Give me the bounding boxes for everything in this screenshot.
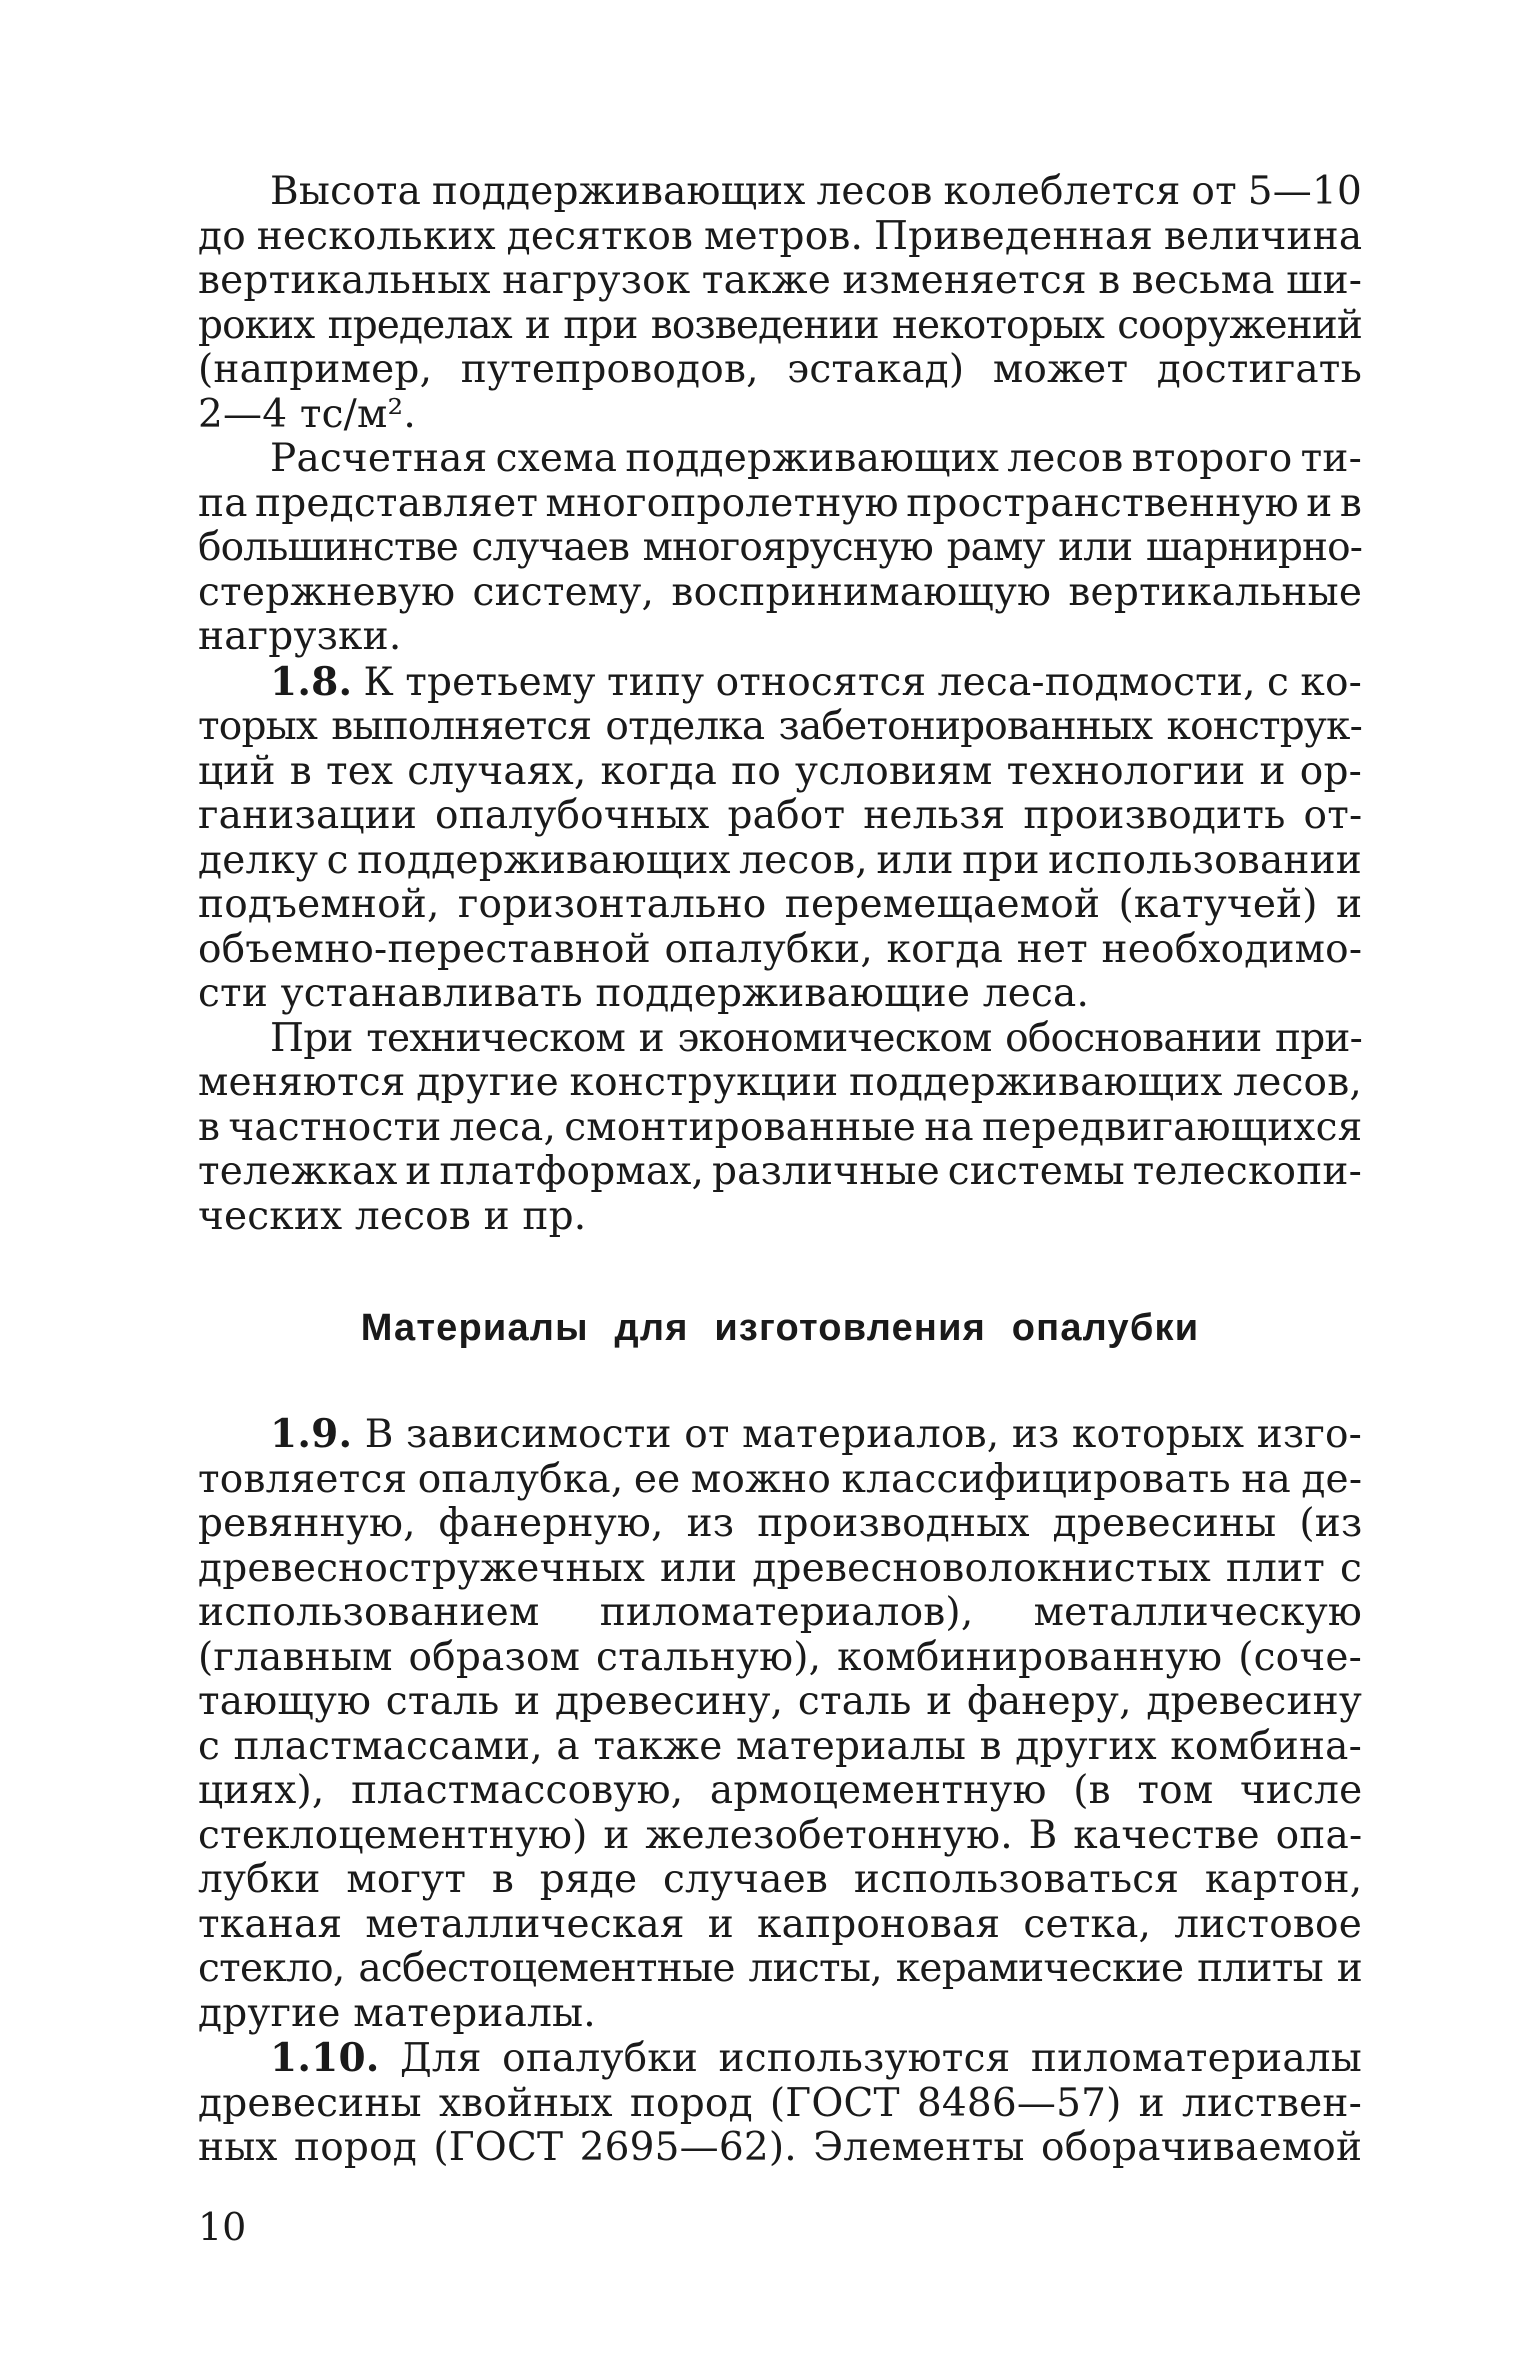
text-line-rest: К третьему типу относятся леса-подмости, с ко- (352, 659, 1363, 705)
text-line: подъемной, горизонтально перемещаемой (катучей) и (198, 882, 1363, 927)
page-body (198, 170, 1362, 2171)
text-line: другие материалы. (198, 1990, 596, 2036)
paragraph-1-10 (198, 2036, 1362, 2171)
text-line-rest: В зависимости от материалов, из которых изго- (352, 1412, 1363, 1457)
text-line: роких пределах и при возведении некоторых сооружений (198, 302, 1362, 348)
text-line: тающую сталь и древесину, сталь и фанеру, древесину (198, 1679, 1362, 1724)
text-line: меняются другие конструкции поддерживающих лесов, (198, 1060, 1362, 1105)
text-line: объемно-переставной опалубки, когда нет необходимо- (198, 926, 1363, 972)
text-line: лубки могут в ряде случаев использоваться картон, (198, 1857, 1363, 1902)
paragraph-scaffold-height (198, 170, 1362, 437)
text-line: стержневую систему, воспринимающую вертикальные (198, 569, 1363, 615)
text-line: товляется опалубка, ее можно классифицировать на де- (198, 1456, 1363, 1502)
text-line: стекло, асбестоцементные листы, керамические плиты и (198, 1946, 1362, 1991)
section-heading: Материалы для изготовления опалубки (360, 1307, 1200, 1349)
text-line: циях), пластмассовую, армоцементную (в том числе (198, 1768, 1363, 1813)
text-line: При техническом и экономическом обосновании при- (270, 1015, 1362, 1061)
text-line: древесины хвойных пород (ГОСТ 8486—57) и листвен- (198, 2080, 1362, 2126)
paragraph-1-8 (198, 660, 1362, 1017)
text-line: ций в тех случаях, когда по условиям технологии и ор- (198, 748, 1362, 794)
text-line: ческих лесов и пр. (198, 1193, 587, 1239)
section-number: 1.8. (270, 658, 353, 705)
text-line: ных пород (ГОСТ 2695—62). Элементы оборачиваемой (198, 2125, 1363, 2170)
text-line: Расчетная схема поддерживающих лесов второго ти- (270, 436, 1362, 481)
text-line: (например, путепроводов, эстакад) может достигать (198, 347, 1363, 392)
text-line: до нескольких десятков метров. Приведенная величина (198, 213, 1363, 259)
text-line: торых выполняется отделка забетонированных конструк- (198, 704, 1362, 749)
text-line: древесностружечных или древесноволокнистых плит с (198, 1545, 1362, 1591)
text-line: па представляет многопролетную пространственную и в (198, 480, 1362, 526)
text-line: 2—4 тс/м². (198, 391, 416, 437)
text-line: стеклоцементную) и железобетонную. В качестве опа- (198, 1812, 1363, 1858)
text-line: ганизации опалубочных работ нельзя производить от- (198, 793, 1363, 838)
text-line: сти устанавливать поддерживающие леса. (198, 971, 1090, 1016)
text-line: тележках и платформах, различные системы телескопи- (198, 1149, 1362, 1194)
text-line: (главным образом стальную), комбинированную (соче- (198, 1634, 1362, 1680)
text-line: тканая металлическая и капроновая сетка, листовое (198, 1901, 1362, 1947)
text-line: ревянную, фанерную, из производных древесины (из (198, 1501, 1363, 1546)
text-line (198, 660, 1362, 706)
paragraph-1-9 (198, 1412, 1362, 2036)
text-line: вертикальных нагрузок также изменяется в весьма ши- (198, 258, 1363, 303)
section-number: 1.10. (270, 2035, 380, 2081)
text-line (198, 1412, 1362, 1458)
text-line: с пластмассами, а также материалы в других комбина- (198, 1723, 1362, 1769)
text-line: большинстве случаев многоярусную раму или шарнирно- (198, 525, 1362, 570)
text-line: использованием пиломатериалов), металлическую (198, 1590, 1362, 1635)
text-line-rest: Для опалубки используются пиломатериалы (379, 2036, 1362, 2081)
section-number: 1.9. (270, 1411, 353, 1457)
text-line (198, 2036, 1362, 2082)
text-line: нагрузки. (198, 614, 402, 659)
text-line: Высота поддерживающих лесов колеблется от 5—10 (270, 169, 1362, 214)
text-line: в частности леса, смонтированные на передвигающихся (198, 1104, 1363, 1150)
paragraph-design-scheme (198, 437, 1362, 660)
paragraph-other-designs (198, 1017, 1362, 1240)
text-line: делку с поддерживающих лесов, или при использовании (198, 837, 1362, 883)
page-number: 10 (198, 2205, 247, 2249)
